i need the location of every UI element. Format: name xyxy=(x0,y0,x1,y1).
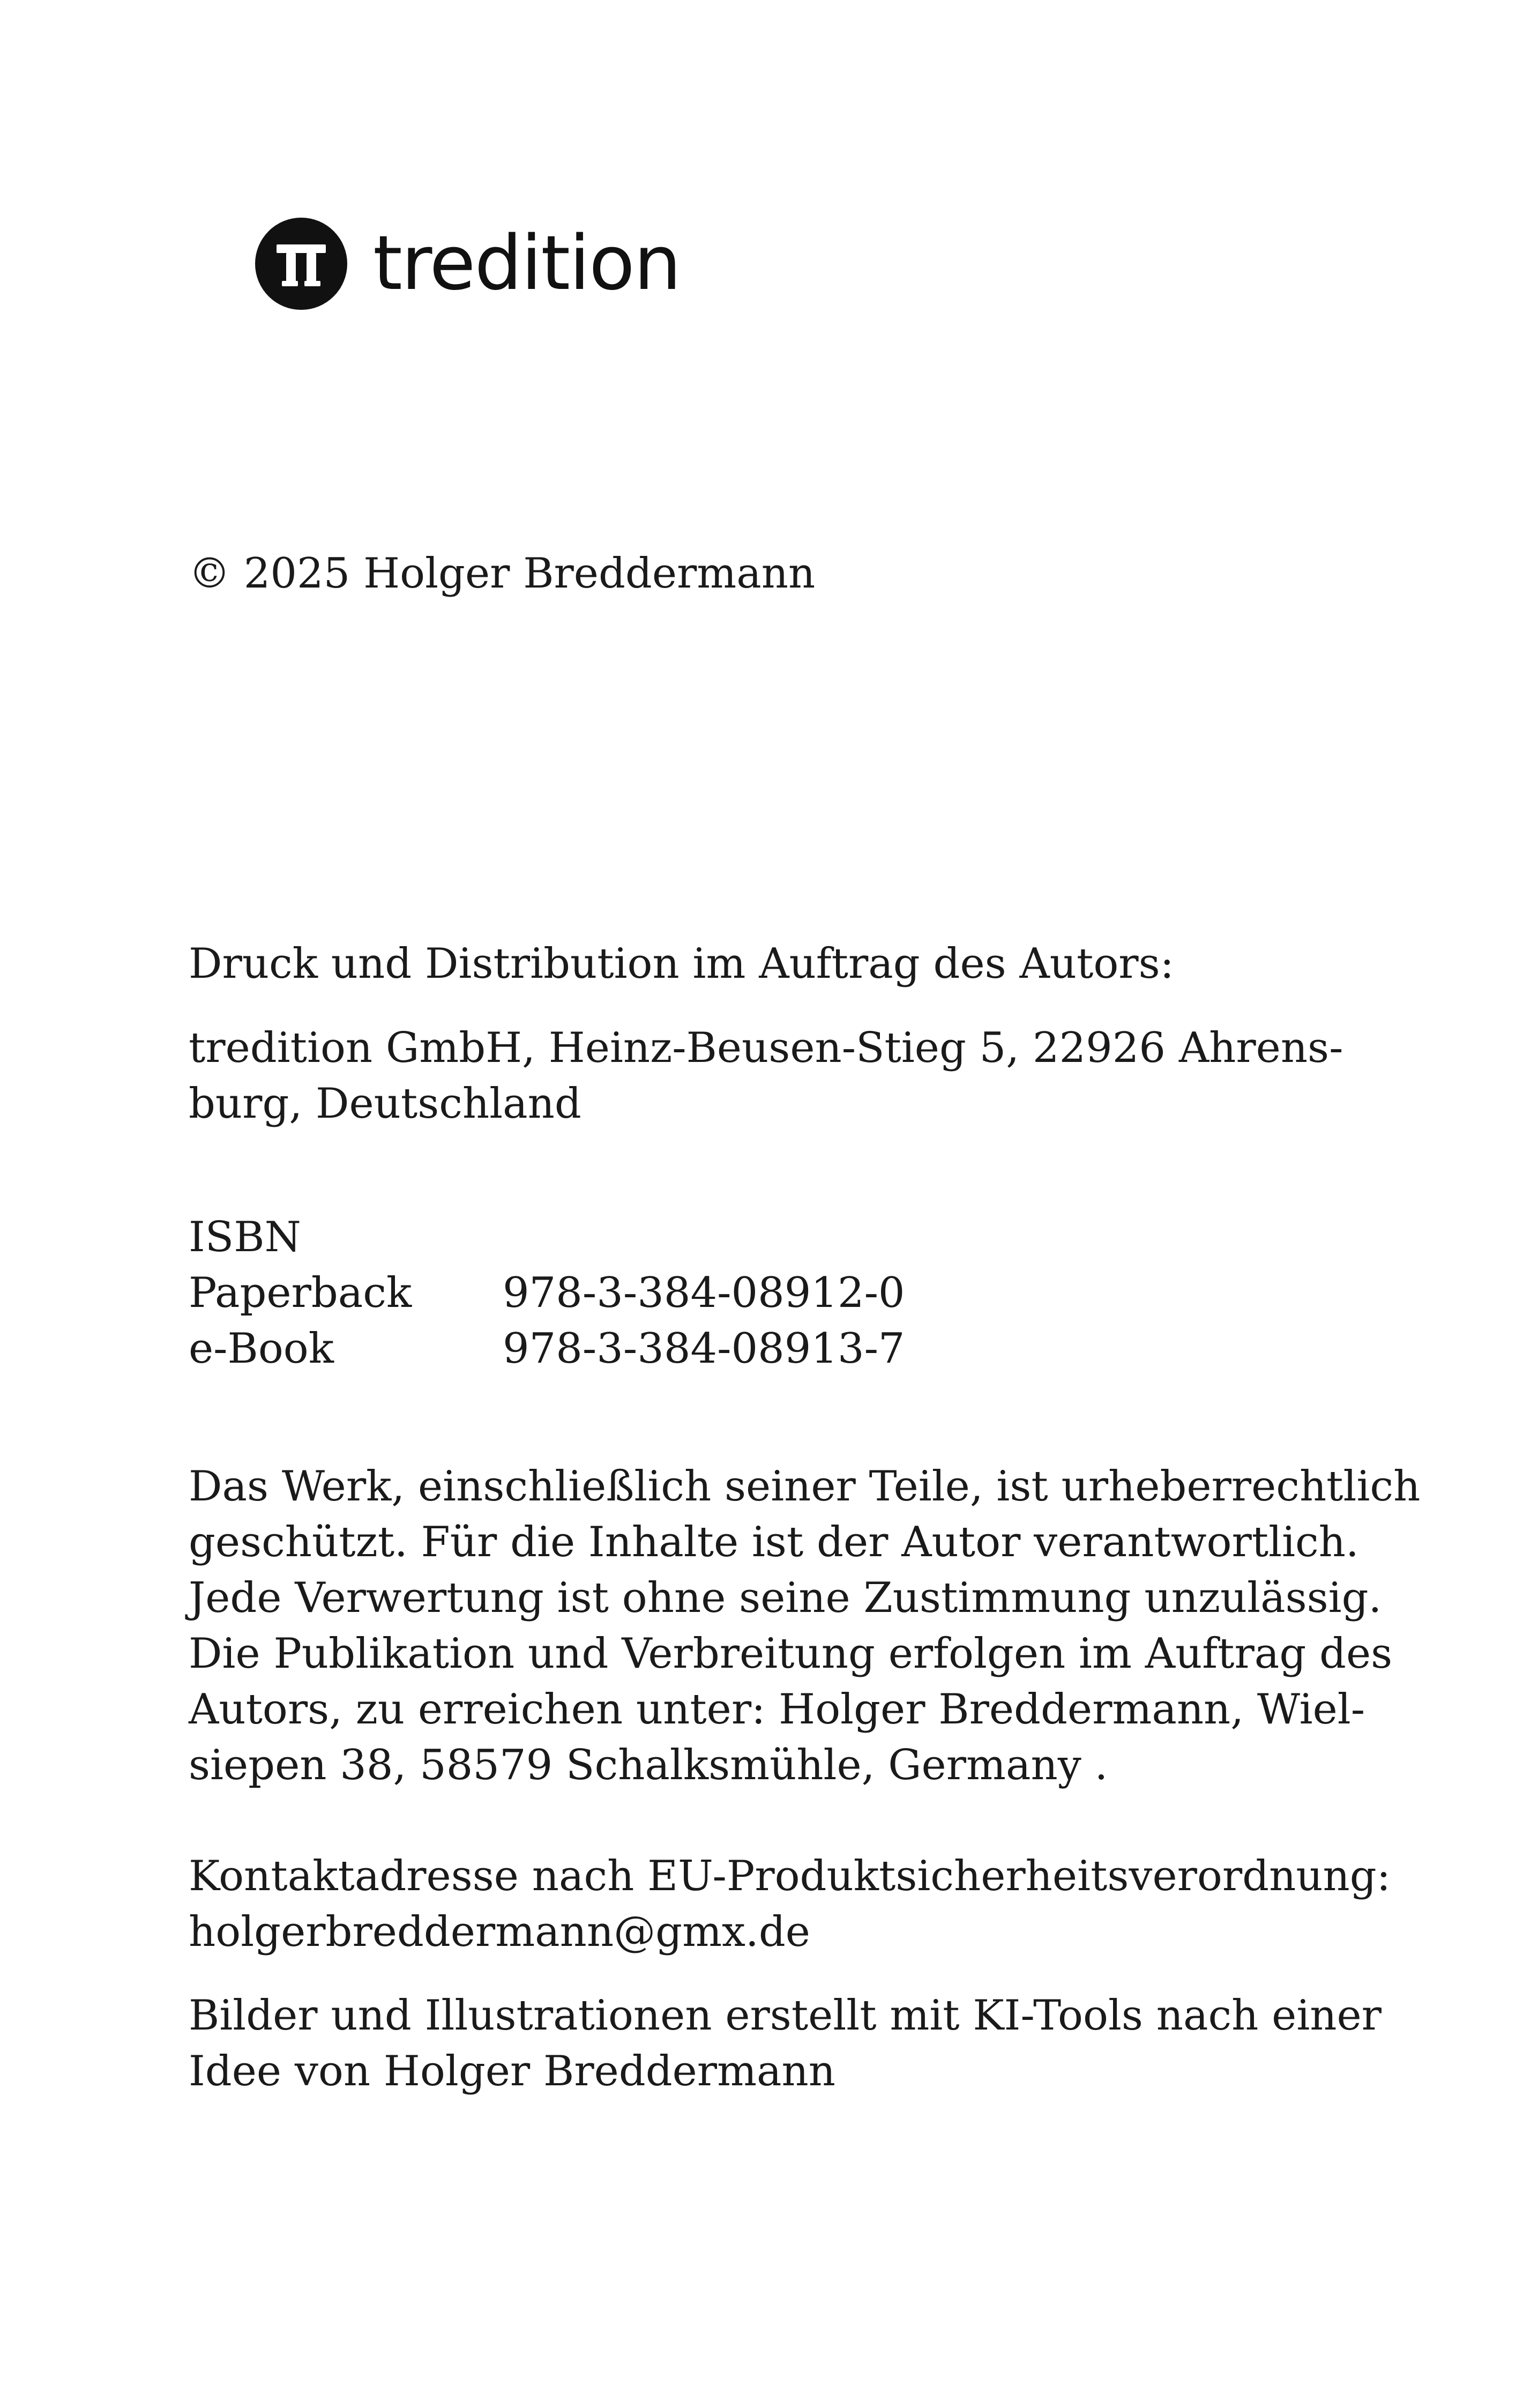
illustrations-note xyxy=(189,1988,1382,2099)
isbn-block xyxy=(189,1209,1341,1377)
illustrations-line: Bilder und Illustrationen erstellt mit KI-Tools nach einer xyxy=(189,1991,1382,2040)
notice-line: Jede Verwertung ist ohne seine Zustimmung unzulässig. xyxy=(189,1574,1382,1622)
imprint-label: Druck und Distribution im Auftrag des Autors: xyxy=(189,940,1174,988)
imprint-address-line: tredition GmbH, Heinz-Beusen-Stieg 5, 22926 Ahrens- xyxy=(189,1024,1343,1072)
isbn-number: 978-3-384-08912-0 xyxy=(503,1269,905,1317)
notice-line: Die Publikation und Verbreitung erfolgen im Auftrag des xyxy=(189,1630,1393,1678)
tredition-logo-icon xyxy=(255,218,347,310)
notice-line: geschützt. Für die Inhalte ist der Autor verantwortlich. xyxy=(189,1518,1359,1566)
publisher-logo xyxy=(255,213,680,314)
isbn-row xyxy=(189,1265,1341,1321)
imprint-address xyxy=(189,1020,1341,1132)
copyright-line: © 2025 Holger Breddermann xyxy=(189,549,816,598)
isbn-row xyxy=(189,1321,1341,1377)
isbn-heading: ISBN xyxy=(189,1213,301,1261)
contact-label: Kontaktadresse nach EU-Produktsicherheitsverordnung: xyxy=(189,1852,1391,1900)
imprint-address-line: burg, Deutschland xyxy=(189,1080,581,1128)
notice-line: siepen 38, 58579 Schalksmühle, Germany . xyxy=(189,1741,1108,1789)
isbn-format: Paperback xyxy=(189,1269,412,1317)
contact-block xyxy=(189,1848,1391,1960)
notice-line: Das Werk, einschließlich seiner Teile, ist urheberrechtlich xyxy=(189,1462,1421,1511)
notice-line: Autors, zu erreichen unter: Holger Breddermann, Wiel- xyxy=(189,1685,1365,1734)
contact-email: holgerbreddermann@gmx.de xyxy=(189,1908,810,1956)
copyright-notice xyxy=(189,1459,1421,1793)
isbn-format: e-Book xyxy=(189,1325,334,1373)
isbn-number: 978-3-384-08913-7 xyxy=(503,1325,905,1373)
publisher-wordmark: tredition xyxy=(373,220,681,307)
illustrations-line: Idee von Holger Breddermann xyxy=(189,2047,836,2095)
